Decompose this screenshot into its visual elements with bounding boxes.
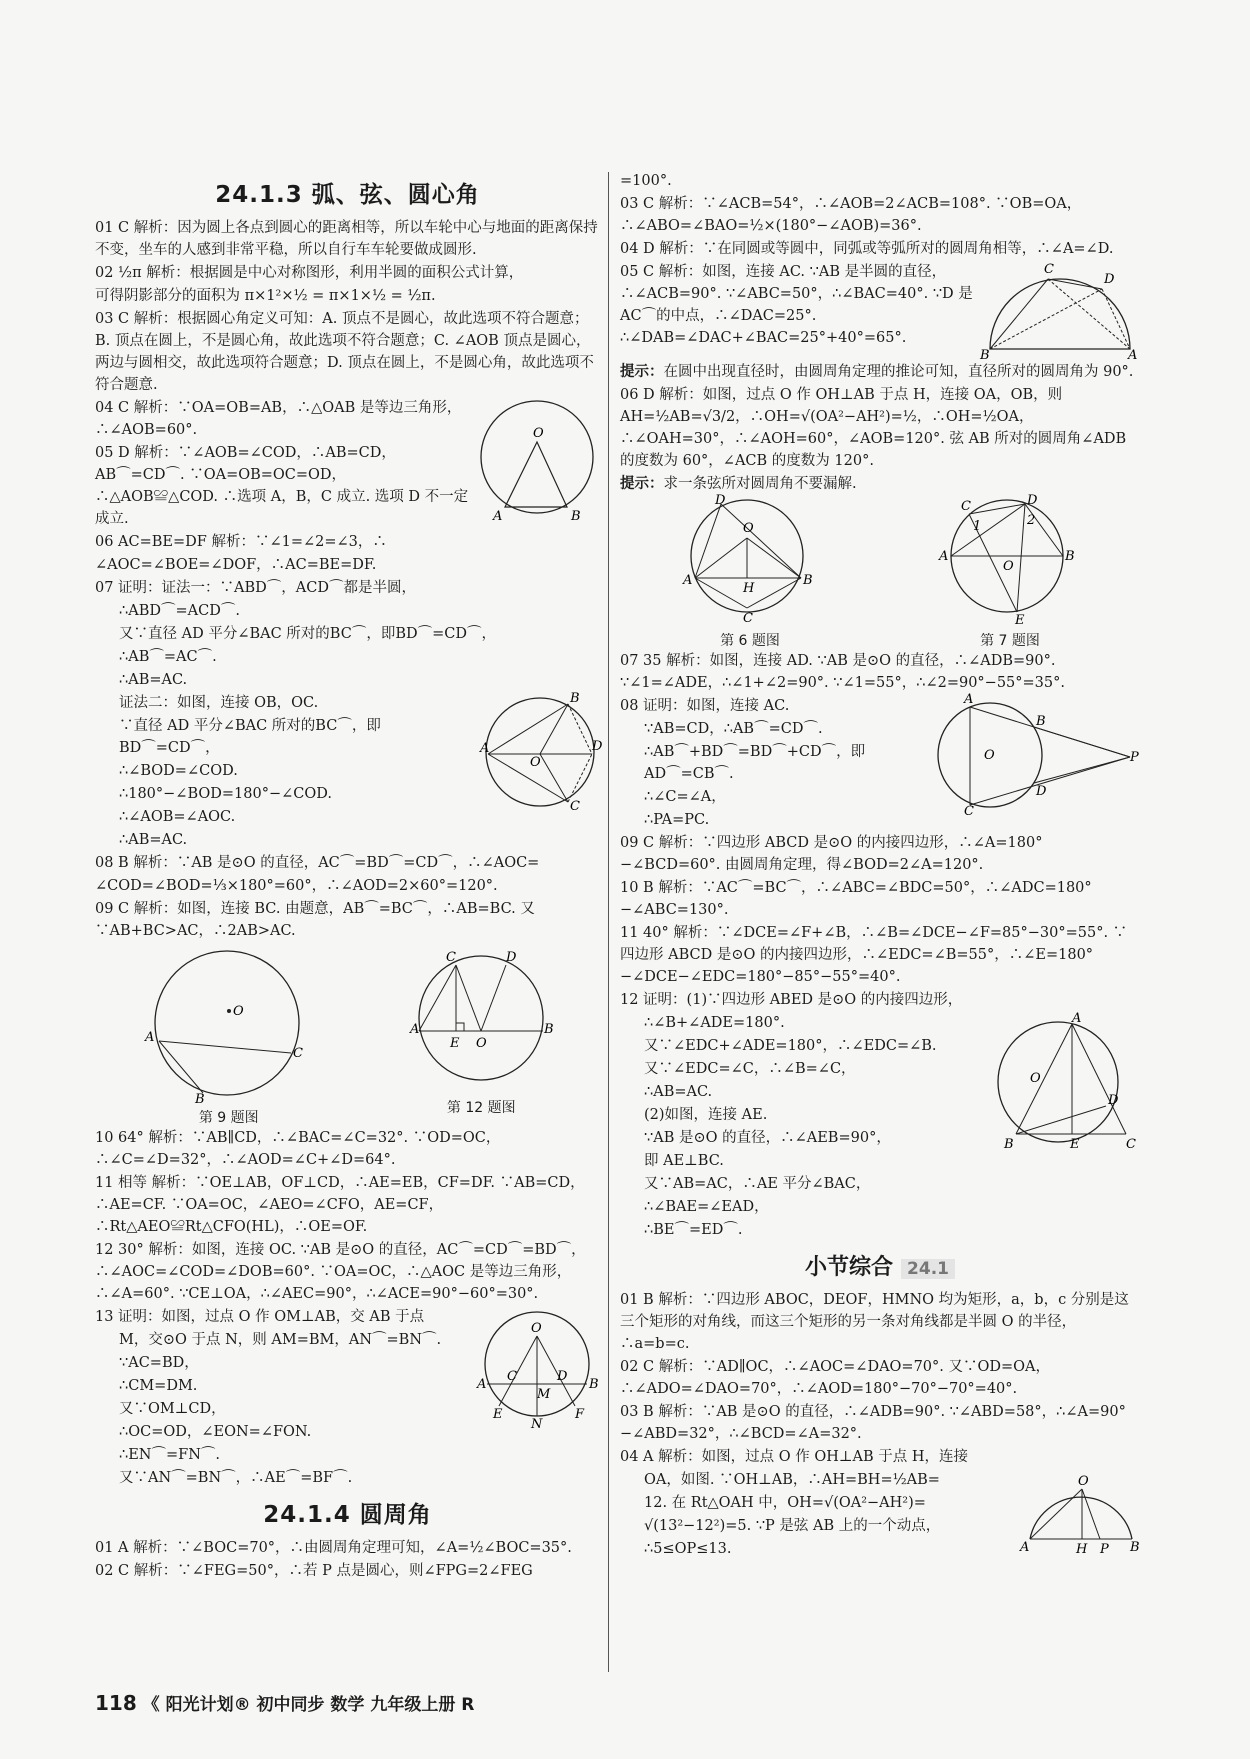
answer-r08-l4: ∴∠C=∠A， bbox=[644, 789, 726, 805]
r05-block bbox=[620, 261, 1140, 361]
answer-s01: 01 B 解析：∵四边形 ABOC，DEOF，HMNO 均为矩形，a，b，c 分别是这三个矩形的对角线，而这三个矩形的另一条对角线都是半圆 O 的半径，∴a=b=c. bbox=[620, 1292, 1129, 1352]
answer-07-l7: ∵直径 AD 平分∠BAC 所对的BC⌒，即BD⌒=CD⌒， bbox=[119, 718, 381, 756]
answer-13-l4: ∴CM=DM. bbox=[119, 1378, 198, 1394]
figure-q08 bbox=[940, 692, 1140, 819]
answer-r10: 10 B 解析：∵AC⌒=BC⌒，∴∠ABC=∠BDC=50°，∴∠ADC=180°−∠ABC=130°. bbox=[620, 880, 1092, 918]
figure-q13 bbox=[475, 1306, 600, 1431]
answer-02-cont: =100°. bbox=[620, 173, 672, 189]
caption-figure-12: 第 12 题图 bbox=[446, 1100, 516, 1116]
answer-06-line1: 06 AC=BE=DF 解析：∵∠1=∠2=∠3，∴ bbox=[95, 534, 387, 550]
svg-text:D: D bbox=[1108, 1093, 1119, 1108]
answer-r03: 03 C 解析：∵∠ACB=54°，∴∠AOB=2∠ACB=108°. ∵OB=OA，∴∠ABO=∠BAO=½×(180°−∠AOB)=36°. bbox=[620, 196, 1082, 234]
svg-text:A: A bbox=[683, 573, 693, 588]
svg-text:O: O bbox=[232, 1004, 244, 1019]
answer-07-l1: 07 证明：证法一：∵ABD⌒，ACD⌒都是半圆， bbox=[95, 580, 417, 596]
answer-s04-l3: 12. 在 Rt△OAH 中，OH=√(OA²−AH²)= bbox=[644, 1495, 926, 1511]
svg-text:E: E bbox=[493, 1407, 503, 1422]
answer-r05: 05 C 解析：如图，连接 AC. ∵AB 是半圆的直径，∴∠ACB=90°. ∵∠ABC=50°，∴∠BAC=40°. ∵D 是AC⌒的中点，∴∠DAC=25°. ∴∠DAB=∠DAC+∠BAC=25°+40°=65°. bbox=[620, 264, 973, 346]
svg-text:H: H bbox=[743, 581, 755, 596]
answer-12: 12 30° 解析：如图，连接 OC. ∵AB 是⊙O 的直径，AC⌒=CD⌒=BD⌒，∴∠AOC=∠COD=∠DOB=60°. ∵OA=OC，∴△AOC 是等边三角形，∴∠A=60°. ∵CE⊥OA，∴∠AEC=90°，∴∠ACE=90°−60°=30°. bbox=[95, 1242, 586, 1302]
hint-r06: 提示：求一条弦所对圆周角不要漏解. bbox=[620, 476, 857, 492]
svg-text:A: A bbox=[1020, 1540, 1030, 1555]
svg-text:C: C bbox=[961, 499, 971, 514]
svg-text:C: C bbox=[507, 1369, 517, 1384]
svg-text:F: F bbox=[575, 1407, 585, 1422]
svg-text:O: O bbox=[984, 748, 995, 763]
svg-text:A: A bbox=[1072, 1011, 1082, 1026]
svg-text:O: O bbox=[476, 1036, 487, 1051]
answer-r08-l2: ∵AB=CD，∴AB⌒=CD⌒. bbox=[644, 721, 823, 737]
answer-07-l8: ∴∠BOD=∠COD. bbox=[119, 763, 238, 779]
answer-08-line2: ∠COD=∠BOD=⅓×180°=60°，∴∠AOD=2×60°=120°. bbox=[95, 878, 498, 894]
svg-text:B: B bbox=[803, 573, 813, 588]
svg-text:B: B bbox=[1130, 1540, 1140, 1555]
svg-text:B: B bbox=[980, 348, 990, 363]
answer-r12-l3: 又∵∠EDC+∠ADE=180°，∴∠EDC=∠B. bbox=[644, 1038, 937, 1054]
answer-s04-l2: OA，如图. ∵OH⊥AB，∴AH=BH=½AB= bbox=[644, 1472, 940, 1488]
answer-02-line2: 可得阴影部分的面积为 π×1²×½ = π×1×½ = ½π. bbox=[95, 288, 436, 304]
answer-01: 01 C 解析：因为圆上各点到圆心的距离相等，所以车轮中心与地面的距离保持不变，坐车的人感到非常平稳，所以自行车车轮要做成圆形. bbox=[95, 220, 598, 258]
answer-r12-l9: 又∵AB=AC，∴AE 平分∠BAC， bbox=[644, 1176, 871, 1192]
answer-r12-l4: 又∵∠EDC=∠C，∴∠B=∠C， bbox=[644, 1061, 856, 1077]
svg-text:O: O bbox=[743, 521, 754, 536]
answer-06-line2: ∠AOC=∠BOE=∠DOF，∴AC=BE=DF. bbox=[95, 557, 377, 573]
page-number: 118 bbox=[95, 1691, 137, 1715]
answer-r08-l5: ∴PA=PC. bbox=[644, 812, 710, 828]
svg-text:A: A bbox=[477, 1377, 487, 1392]
svg-text:B: B bbox=[1036, 714, 1046, 729]
svg-text:C: C bbox=[570, 799, 580, 814]
svg-text:C: C bbox=[743, 611, 753, 626]
svg-text:D: D bbox=[1036, 784, 1047, 799]
q04-q06-block bbox=[95, 397, 600, 531]
figure-q12 bbox=[406, 943, 556, 1093]
answer-s02: 02 C 解析：∵AD∥OC，∴∠AOC=∠DAO=70°. 又∵OD=OA，∴∠ADO=∠DAO=70°，∴∠AOD=180°−70°−70°=40°. bbox=[620, 1359, 1051, 1397]
svg-text:D: D bbox=[592, 739, 603, 754]
answer-07-l11: ∴AB=AC. bbox=[119, 832, 188, 848]
svg-text:O: O bbox=[531, 1321, 542, 1336]
svg-text:D: D bbox=[557, 1369, 568, 1384]
caption-figure-7: 第 7 题图 bbox=[980, 633, 1040, 649]
svg-text:A: A bbox=[493, 509, 503, 524]
svg-text:O: O bbox=[1030, 1071, 1041, 1086]
svg-text:B: B bbox=[589, 1377, 599, 1392]
svg-text:O: O bbox=[530, 755, 541, 770]
svg-text:E: E bbox=[1015, 613, 1025, 628]
section-title-inscribed-angle: 24.1.4 圆周角 bbox=[263, 1502, 432, 1528]
answer-r12-l7: ∵AB 是⊙O 的直径，∴∠AEB=90°， bbox=[644, 1130, 891, 1146]
answer-13-l2: M，交⊙O 于点 N，则 AM=BM，AN⌒=BN⌒. bbox=[119, 1332, 442, 1348]
answer-08-line1: 08 B 解析：∵AB 是⊙O 的直径，AC⌒=BD⌒=CD⌒，∴∠AOC= bbox=[95, 855, 540, 871]
answer-07-l10: ∴∠AOB=∠AOC. bbox=[119, 809, 236, 825]
answer-r12-l2: ∴∠B+∠ADE=180°. bbox=[644, 1015, 785, 1031]
right-column bbox=[620, 170, 1140, 1569]
answer-r12-l6: (2)如图，连接 AE. bbox=[644, 1107, 768, 1123]
svg-text:D: D bbox=[1104, 272, 1115, 287]
figure-q09 bbox=[139, 943, 319, 1107]
answer-2-01: 01 A 解析：∵∠BOC=70°，∴由圆周角定理可知，∠A=½∠BOC=35°. bbox=[95, 1540, 572, 1556]
svg-text:O: O bbox=[533, 426, 544, 441]
svg-text:C: C bbox=[292, 1046, 303, 1061]
svg-text:B: B bbox=[571, 509, 581, 524]
answer-03: 03 C 解析：根据圆心角定义可知：A. 顶点不是圆心，故此选项不符合题意；B. 顶点在圆上，不是圆心角，故此选项不符合题意；C. ∠AOB 顶点是圆心，两边与圆相交，故此选项符合题意；D. 顶点在圆上，不是圆心角，故此选项不符合题意. bbox=[95, 311, 594, 393]
svg-text:B: B bbox=[194, 1092, 205, 1107]
answer-r09: 09 C 解析：∵四边形 ABCD 是⊙O 的内接四边形，∴∠A=180°−∠BCD=60°. 由圆周角定理，得∠BOD=2∠A=120°. bbox=[620, 835, 1043, 873]
figure-circle-triangle bbox=[475, 397, 600, 522]
svg-text:2: 2 bbox=[1027, 513, 1036, 528]
answer-07-l3: 又∵直径 AD 平分∠BAC 所对的BC⌒，即BD⌒=CD⌒， bbox=[119, 626, 496, 642]
svg-text:A: A bbox=[480, 741, 490, 756]
answer-r12-l5: ∴AB=AC. bbox=[644, 1084, 713, 1100]
svg-text:A: A bbox=[1128, 348, 1138, 363]
answer-r12-l10: ∴∠BAE=∠EAD， bbox=[644, 1199, 769, 1215]
figures-q6-q7 bbox=[620, 493, 1140, 650]
answer-s03: 03 B 解析：∵AB 是⊙O 的直径，∴∠ADB=90°. ∵∠ABD=58°，∴∠A=90°−∠ABD=32°，∴∠BCD=∠A=32°. bbox=[620, 1404, 1126, 1442]
answer-07-l2: ∴ABD⌒=ACD⌒. bbox=[119, 603, 240, 619]
svg-text:D: D bbox=[1027, 493, 1038, 508]
svg-text:C: C bbox=[964, 804, 974, 819]
answer-r08-l1: 08 证明：如图，连接 AC. bbox=[620, 698, 790, 714]
figure-r12 bbox=[990, 1012, 1140, 1152]
svg-text:C: C bbox=[1126, 1137, 1136, 1152]
page-footer bbox=[95, 1690, 474, 1715]
r12-block bbox=[620, 1012, 1140, 1242]
answer-07-l6: 证法二：如图，连接 OB，OC. bbox=[119, 695, 319, 711]
svg-text:B: B bbox=[1065, 549, 1075, 564]
answer-07-l5: ∴AB=AC. bbox=[119, 672, 188, 688]
svg-text:N: N bbox=[531, 1417, 543, 1432]
answer-02-line1: 02 ½π 解析：根据圆是中心对称图形，利用半圆的面积公式计算， bbox=[95, 265, 524, 281]
section-title-arc-chord: 24.1.3 弧、弦、圆心角 bbox=[215, 182, 480, 208]
q07-proof2-block bbox=[95, 691, 603, 852]
figure-s04 bbox=[1020, 1469, 1140, 1569]
svg-text:C: C bbox=[1044, 262, 1054, 277]
svg-text:1: 1 bbox=[973, 519, 982, 534]
answer-09: 09 C 解析：如图，连接 BC. 由题意，AB⌒=BC⌒，∴AB=BC. 又∵AB+BC>AC，∴2AB>AC. bbox=[95, 901, 535, 939]
answer-s04-l4: √(13²−12²)=5. ∵P 是弦 AB 上的一个动点， bbox=[644, 1518, 941, 1534]
answer-r08-l3: ∴AB⌒+BD⌒=BD⌒+CD⌒，即AD⌒=CB⌒. bbox=[644, 744, 866, 782]
figure-semicircle bbox=[980, 261, 1140, 361]
figure-q07 bbox=[935, 493, 1085, 628]
figures-q9-q12 bbox=[95, 943, 600, 1127]
answer-13-l8: 又∵AN⌒=BN⌒，∴AE⌒=BF⌒. bbox=[119, 1470, 353, 1486]
figure-q06 bbox=[675, 493, 825, 626]
answer-13-l3: ∵AC=BD， bbox=[119, 1355, 199, 1371]
answer-s04-l5: ∴5≤OP≤13. bbox=[644, 1541, 732, 1557]
r08-block bbox=[620, 692, 1140, 832]
footer-title: 《 阳光计划® 初中同步 数学 九年级上册 R bbox=[142, 1695, 475, 1715]
svg-text:B: B bbox=[544, 1022, 554, 1037]
svg-text:A: A bbox=[939, 549, 949, 564]
caption-figure-9: 第 9 题图 bbox=[198, 1110, 259, 1126]
answer-r07: 07 35 解析：如图，连接 AD. ∵AB 是⊙O 的直径，∴∠ADB=90°. ∵∠1=∠ADE，∴∠1+∠2=90°. ∵∠1=55°，∴∠2=90°−55°=35°. bbox=[620, 653, 1065, 691]
answer-13-l1: 13 证明：如图，过点 O 作 OM⊥AB，交 AB 于点 bbox=[95, 1309, 425, 1325]
answer-r12-l1: 12 证明：(1)∵四边形 ABED 是⊙O 的内接四边形， bbox=[620, 992, 963, 1008]
answer-2-02: 02 C 解析：∵∠FEG=50°，∴若 P 点是圆心，则∠FPG=2∠FEG bbox=[95, 1563, 533, 1579]
q13-block bbox=[95, 1306, 600, 1490]
answer-13-l7: ∴EN⌒=FN⌒. bbox=[119, 1447, 221, 1463]
answer-04: 04 C 解析：∵OA=OB=AB，∴△OAB 是等边三角形，∴∠AOB=60°. bbox=[95, 400, 462, 438]
svg-text:D: D bbox=[506, 950, 517, 965]
hint-r05: 提示：在圆中出现直径时，由圆周角定理的推论可知，直径所对的圆周角为 90°. bbox=[620, 364, 1134, 380]
answer-r04: 04 D 解析：∵在同圆或等圆中，同弧或等弧所对的圆周角相等，∴∠A=∠D. bbox=[620, 241, 1114, 257]
figure-q07 bbox=[480, 691, 603, 814]
svg-text:O: O bbox=[1003, 559, 1014, 574]
svg-text:A: A bbox=[144, 1030, 155, 1045]
section-badge: 24.1 bbox=[901, 1259, 955, 1279]
answer-r11: 11 40° 解析：∵∠DCE=∠F+∠B，∴∠B=∠DCE−∠F=85°−30°=55°. ∵四边形 ABCD 是⊙O 的内接四边形，∴∠EDC=∠B=55°，∴∠E=180°−∠DCE−∠EDC=180°−85°−55°=40°. bbox=[620, 925, 1128, 985]
answer-r12-l8: 即 AE⊥BC. bbox=[644, 1153, 724, 1169]
svg-text:B: B bbox=[1004, 1137, 1014, 1152]
svg-text:O: O bbox=[1078, 1474, 1089, 1489]
answer-10: 10 64° 解析：∵AB∥CD，∴∠BAC=∠C=32°. ∵OD=OC，∴∠C=∠D=32°，∴∠AOD=∠C+∠D=64°. bbox=[95, 1130, 501, 1168]
svg-text:P: P bbox=[1100, 1542, 1109, 1557]
svg-text:A: A bbox=[964, 692, 974, 707]
answer-07-l9: ∴180°−∠BOD=180°−∠COD. bbox=[119, 786, 332, 802]
column-divider bbox=[608, 172, 609, 1672]
svg-text:E: E bbox=[1070, 1137, 1080, 1152]
answer-r06: 06 D 解析：如图，过点 O 作 OH⊥AB 于点 H，连接 OA，OB，则 AH=½AB=√3/2，∴OH=√(OA²−AH²)=½，∴OH=½OA，∴∠OAH=30°，∴∠AOH=60°，∠AOB=120°. 弦 AB 所对的圆周角∠ADB 的度数为 60°，∠ACB 的度数为 120°. bbox=[620, 387, 1127, 469]
answer-13-l5: 又∵OM⊥CD， bbox=[119, 1401, 226, 1417]
s04-block bbox=[620, 1469, 1140, 1569]
svg-text:A: A bbox=[410, 1022, 420, 1037]
section-summary: 小节综合 24.1 bbox=[620, 1250, 1140, 1281]
svg-text:M: M bbox=[537, 1387, 551, 1402]
left-column bbox=[95, 170, 603, 1583]
svg-text:H: H bbox=[1076, 1542, 1088, 1557]
answer-05: 05 D 解析：∵∠AOB=∠COD，∴AB=CD，AB⌒=CD⌒. ∵OA=OB=OC=OD，∴△AOB≌△COD. ∴选项 A，B，C 成立. 选项 D 不一定成立. bbox=[95, 445, 469, 527]
svg-text:E: E bbox=[450, 1036, 460, 1051]
svg-text:P: P bbox=[1130, 750, 1139, 765]
answer-s04-l1: 04 A 解析：如图，过点 O 作 OH⊥AB 于点 H，连接 bbox=[620, 1449, 969, 1465]
svg-text:D: D bbox=[715, 493, 726, 508]
svg-text:B: B bbox=[570, 691, 580, 706]
answer-r12-l11: ∴BE⌒=ED⌒. bbox=[644, 1222, 743, 1238]
answer-13-l6: ∴OC=OD，∠EON=∠FON. bbox=[119, 1424, 312, 1440]
answer-11: 11 相等 解析：∵OE⊥AB，OF⊥CD，∴AE=EB，CF=DF. ∵AB=CD，∴AE=CF. ∵OA=OC，∠AEO=∠CFO，AE=CF，∴Rt△AEO≌Rt△CFO(HL)，∴OE=OF. bbox=[95, 1175, 585, 1235]
answer-07-l4: ∴AB⌒=AC⌒. bbox=[119, 649, 217, 665]
caption-figure-6: 第 6 题图 bbox=[720, 633, 780, 649]
svg-text:C: C bbox=[446, 950, 457, 965]
